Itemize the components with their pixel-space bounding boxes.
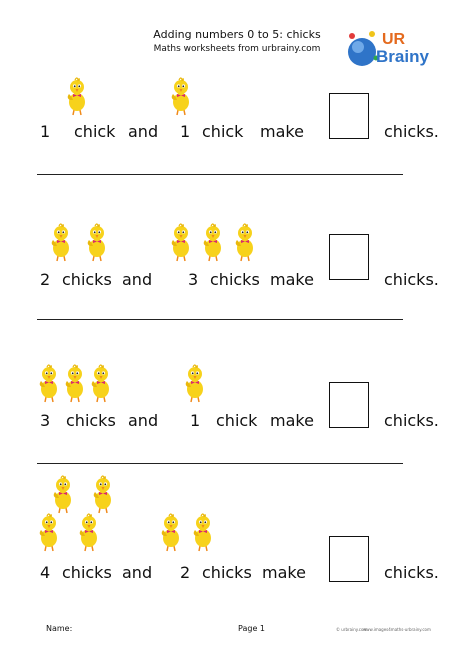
first-number: 3 (40, 411, 51, 430)
make-word: make (270, 270, 314, 289)
result-word: chicks. (384, 563, 439, 582)
chick-icon (52, 474, 74, 514)
first-number: 2 (40, 270, 51, 289)
second-word: chick (216, 411, 258, 430)
chick-icon (202, 222, 224, 262)
second-word: chicks (210, 270, 260, 289)
chick-icon (92, 474, 114, 514)
chick-icon (184, 363, 206, 403)
chick-icon (66, 76, 88, 116)
divider-line (37, 174, 403, 175)
first-word: chicks (66, 411, 116, 430)
second-word: chick (202, 122, 244, 141)
first-word: chicks (62, 270, 112, 289)
and-word: and (128, 122, 159, 141)
first-number: 1 (40, 122, 51, 141)
answer-box-3[interactable] (329, 382, 369, 428)
first-word: chick (74, 122, 116, 141)
second-number: 3 (188, 270, 199, 289)
urbrainy-logo (340, 18, 432, 78)
chick-icon (78, 512, 100, 552)
page-number: Page 1 (238, 624, 265, 633)
answer-box-4[interactable] (329, 536, 369, 582)
and-word: and (122, 270, 153, 289)
result-word: chicks. (384, 270, 439, 289)
first-number: 4 (40, 563, 51, 582)
result-word: chicks. (384, 411, 439, 430)
answer-box-1[interactable] (329, 93, 369, 139)
svg-text:UR: UR (382, 31, 406, 48)
and-word: and (128, 411, 159, 430)
site-url: www.images4maths-urbrainy.com (363, 627, 431, 632)
chick-icon (170, 222, 192, 262)
divider-line (37, 463, 403, 464)
chick-icon (234, 222, 256, 262)
worksheet-subtitle: Maths worksheets from urbrainy.com (153, 44, 321, 54)
answer-box-2[interactable] (329, 234, 369, 280)
divider-line (37, 319, 403, 320)
chick-icon (170, 76, 192, 116)
chick-icon (64, 363, 86, 403)
chick-icon (192, 512, 214, 552)
chick-icon (38, 363, 60, 403)
second-number: 1 (190, 411, 201, 430)
chick-icon (160, 512, 182, 552)
worksheet-title: Adding numbers 0 to 5: chicks (153, 28, 321, 41)
result-word: chicks. (384, 122, 439, 141)
make-word: make (270, 411, 314, 430)
site-credit: © urbrainy.com (336, 627, 368, 632)
second-number: 2 (180, 563, 191, 582)
second-word: chicks (202, 563, 252, 582)
chick-icon (86, 222, 108, 262)
chick-icon (38, 512, 60, 552)
second-number: 1 (180, 122, 191, 141)
and-word: and (122, 563, 153, 582)
svg-text:Brainy: Brainy (376, 47, 429, 66)
chick-icon (90, 363, 112, 403)
first-word: chicks (62, 563, 112, 582)
make-word: make (260, 122, 304, 141)
make-word: make (262, 563, 306, 582)
chick-icon (50, 222, 72, 262)
name-label: Name: (46, 624, 73, 633)
